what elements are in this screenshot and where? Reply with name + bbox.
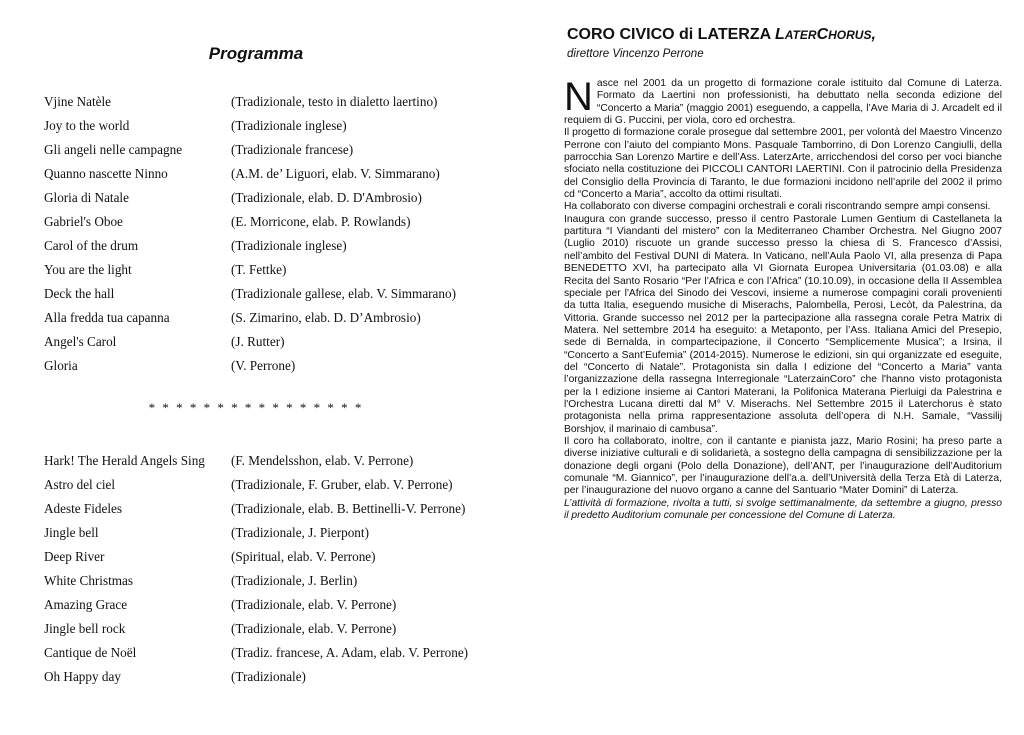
piece-credit: (Tradizionale, elab. B. Bettinelli-V. Perrone) xyxy=(231,501,466,516)
piece-credit: (F. Mendelsshon, elab. V. Perrone) xyxy=(231,453,414,468)
piece-title: Gli angeli nelle campagne xyxy=(44,142,183,157)
piece-credit: (Tradizionale, elab. V. Perrone) xyxy=(231,597,397,612)
program-item xyxy=(44,354,504,378)
program-item xyxy=(44,90,504,114)
bio-paragraph-5: Il coro ha collaborato, inoltre, con il cantante e pianista jazz, Mario Rosini; ha preso parte a diverse iniziative culturali e di solidarietà, a sostegno della campagna di sensibilizzazione per la donazione degli organi (Polo della Donazione), dell’ANT, per l’inaugurazione dell’Auditorium comunale “M. Giannico”, per l’inaugurazione dell’a.a. dell’Università della Terza Età di Laterza, per l’inaugurazione del nuovo organo a canne del Santuario “Mater Domini” di Laterza. xyxy=(564,435,1002,497)
piece-title: Deep River xyxy=(44,549,105,564)
bio-paragraph-3: Ha collaborato con diverse compagini orchestrali e corali riscontrando sempre ampi consensi. xyxy=(564,201,991,213)
piece-credit: (Tradizionale, testo in dialetto laertino) xyxy=(231,94,438,109)
piece-credit: (Tradizionale, elab. D. D'Ambrosio) xyxy=(231,190,422,205)
program-list-part1 xyxy=(44,90,504,378)
program-item xyxy=(44,186,504,210)
piece-title: Alla fredda tua capanna xyxy=(44,310,170,325)
program-item xyxy=(44,545,504,569)
piece-credit: (Tradizionale gallese, elab. V. Simmarano) xyxy=(231,286,456,301)
piece-credit: (Tradizionale inglese) xyxy=(231,118,347,133)
piece-title: You are the light xyxy=(44,262,132,277)
choir-title-main: CORO CIVICO di LATERZA xyxy=(567,26,775,43)
choir-title xyxy=(567,26,876,44)
program-item xyxy=(44,569,504,593)
piece-title: Carol of the drum xyxy=(44,238,139,253)
program-title: Programma xyxy=(208,44,304,63)
piece-credit: (T. Fettke) xyxy=(231,262,287,277)
piece-credit: (V. Perrone) xyxy=(231,358,296,373)
choir-page xyxy=(512,0,1024,735)
piece-title: Astro del ciel xyxy=(44,477,116,492)
piece-title: Amazing Grace xyxy=(44,597,128,612)
piece-credit: (Tradizionale) xyxy=(231,669,306,684)
piece-title: Gloria xyxy=(44,358,78,373)
bio-paragraph-6: L’attività di formazione, rivolta a tutti, si svolge settimanalmente, da settembre a giugno, presso il predetto Auditorium comunale per concessione del Comune di Laterza. xyxy=(564,497,1002,522)
section-separator: * * * * * * * * * * * * * * * * xyxy=(148,400,364,415)
program-list-part2 xyxy=(44,449,504,689)
drop-cap: N xyxy=(564,75,593,119)
program-item xyxy=(44,282,504,306)
piece-credit: (Tradizionale francese) xyxy=(231,142,354,157)
piece-title: Cantique de Noël xyxy=(44,645,137,660)
program-item xyxy=(44,114,504,138)
program-item xyxy=(44,306,504,330)
program-item xyxy=(44,234,504,258)
piece-credit: (E. Morricone, elab. P. Rowlands) xyxy=(231,214,411,229)
piece-credit: (J. Rutter) xyxy=(231,334,285,349)
piece-credit: (Spiritual, elab. V. Perrone) xyxy=(231,549,376,564)
piece-credit: (S. Zimarino, elab. D. D’Ambrosio) xyxy=(231,310,421,325)
piece-title: Gloria di Natale xyxy=(44,190,129,205)
piece-title: Joy to the world xyxy=(44,118,130,133)
piece-title: Deck the hall xyxy=(44,286,115,301)
bio-paragraph-4: Inaugura con grande successo, presso il centro Pastorale Lumen Gentium di Castellaneta la partitura “I Viandanti del mistero” con la Mediterraneo Chamber Orchestra. Nel Giugno 2007 (Luglio 2010) riscuote un grande successo presso la chiesa di S. Francesco d’Assisi, nell’ambito del Festival DUNI di Matera. In Vaticano, nell’Aula Paolo VI, alla presenza di Papa BENEDETTO XVI, ha partecipato alla VI Giornata Europea Universitaria (01.03.08) e alla Recita del Santo Rosario “Per l’Africa e con l’Africa” (10.10.09), in occasione della II Assemblea speciale per l'Africa del Sinodo dei Vescovi, insieme a numerose compagini corali provenienti da tutta Italia, eseguendo musiche di Miserachs, Palombella, Perosi, Lecòt, da Palestrina, da Vittoria. Grande successo nel 2012 per la partecipazione alla rassegna corale Petra Matrix di Matera. Nel settembre 2014 ha eseguito: a Metaponto, per l’Ass. Italiana Amici del Presepio, sede di Bernalda, in compartecipazione, il Concerto “Semplicemente Musica”; a Irsina, il “Concerto a Sant’Eufemia” (2014-2015). Numerose le edizioni, sin qui organizzate ed eseguite, del “Concerto di Natale”. Protagonista sin dalla I edizione del “Concerto a Maria” vanta l’organizzazione della rassegna Interregionale “LaterzainCoro” che l'hanno visto protagonista per la I edizione insieme ai Cantori Materani, la Polifonica Materana Pierluigi da Palestrina e l'Orchestra Lucana diretti dal M° V. Miserachs. Nel Settembre 2015 il Laterchorus è stato protagonista nella prima rappresentazione assoluta dell’opera di N.H. Samale, “Vassilij Borshjov, il marinaio di cambusa”. xyxy=(564,213,1002,435)
program-item xyxy=(44,162,504,186)
piece-title: Oh Happy day xyxy=(44,669,121,684)
bio-paragraph-1: Nasce nel 2001 da un progetto di formazione corale istituito dal Comune di Laterza. Formato da Laertini non professionisti, ha debuttato nella seconda edizione del “Concerto a Maria” (maggio 2001) eseguendo, a cappella, l’Ave Maria di J. Arcadelt ed il requiem di G. Puccini, per viola, coro ed orchestra. xyxy=(564,75,1002,127)
program-item xyxy=(44,330,504,354)
piece-title: White Christmas xyxy=(44,573,134,588)
program-item xyxy=(44,665,504,689)
program-item xyxy=(44,473,504,497)
piece-credit: (Tradizionale, J. Pierpont) xyxy=(231,525,369,540)
piece-title: Vjine Natèle xyxy=(44,94,112,109)
piece-title: Jingle bell rock xyxy=(44,621,126,636)
program-item xyxy=(44,449,504,473)
piece-title: Hark! The Herald Angels Sing xyxy=(44,453,205,468)
piece-title: Adeste Fideles xyxy=(44,501,123,516)
program-item xyxy=(44,258,504,282)
choir-title-laterchorus: LATERCHORUS, xyxy=(775,26,876,43)
program-item xyxy=(44,138,504,162)
program-item xyxy=(44,210,504,234)
piece-credit: (Tradizionale, elab. V. Perrone) xyxy=(231,621,397,636)
piece-title: Gabriel's Oboe xyxy=(44,214,123,229)
piece-title: Jingle bell xyxy=(44,525,99,540)
bio-paragraph-2: Il progetto di formazione corale prosegue dal settembre 2001, per volontà del Maestro Vincenzo Perrone con l’aiuto del compianto Mons. Pasquale Tamborrino, di Don Lorenzo Cangiulli, della parrocchia San Lorenzo Martire e dell’Ass. LaterzArte, arricchendosi del corso per voci bianche sfociato nella costituzione dei PICCOLI CANTORI LAERTINI. Con il patrocinio della Presidenza del Consiglio della Provincia di Taranto, le due formazioni incidono nell’aprile del 2002 il primo cd “Concerto a Maria”, accolto da ottimi risultati. xyxy=(564,127,1002,201)
program-item xyxy=(44,593,504,617)
choir-biography xyxy=(564,75,1002,522)
program-item xyxy=(44,521,504,545)
piece-title: Quanno nascette Ninno xyxy=(44,166,168,181)
program-item xyxy=(44,497,504,521)
piece-title: Angel's Carol xyxy=(44,334,117,349)
piece-credit: (Tradizionale, F. Gruber, elab. V. Perrone) xyxy=(231,477,453,492)
piece-credit: (Tradiz. francese, A. Adam, elab. V. Perrone) xyxy=(231,645,469,660)
piece-credit: (A.M. de’ Liguori, elab. V. Simmarano) xyxy=(231,166,440,181)
piece-credit: (Tradizionale, J. Berlin) xyxy=(231,573,358,588)
director-line: direttore Vincenzo Perrone xyxy=(567,48,704,60)
program-item xyxy=(44,641,504,665)
program-item xyxy=(44,617,504,641)
piece-credit: (Tradizionale inglese) xyxy=(231,238,347,253)
